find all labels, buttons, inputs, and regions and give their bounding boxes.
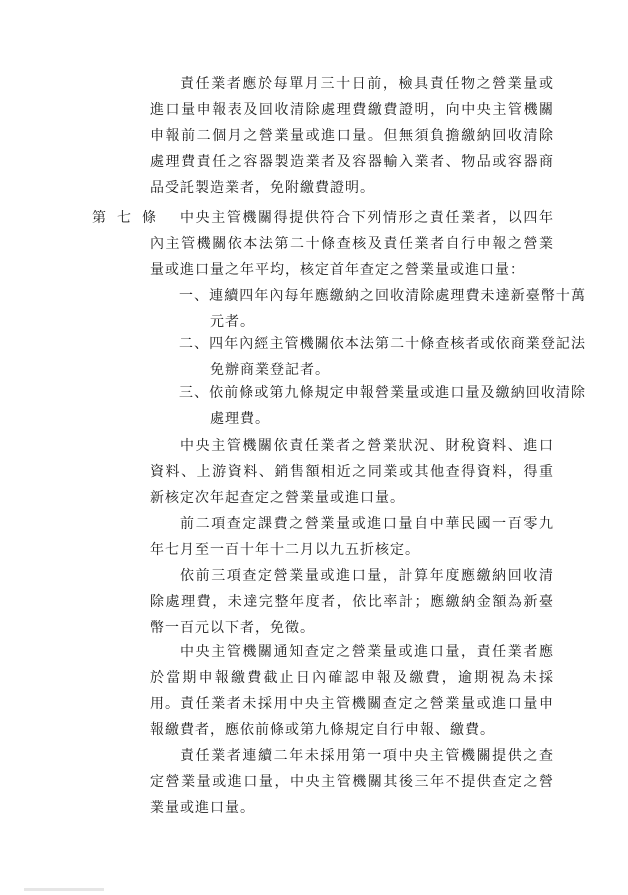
article-intro-paragraph: 中央主管機關得提供符合下列情形之責任業者，以四年內主管機關依本法第二十條查核及責任業者自行申報之營業量或進口量之年平均，核定首年查定之營業量或進口量： <box>150 210 554 278</box>
article-label: 第七條 <box>92 210 167 226</box>
body-paragraph: 依前三項查定營業量或進口量，計算年度應繳納回收清除處理費，未達完整年度者，依比率計；應繳納金額為新臺幣一百元以下者，免徵。 <box>150 568 554 636</box>
body-paragraph: 責任業者未採用中央主管機關查定之營業量或進口量申報繳費者，應依前條或第九條規定自行申報、繳費。 <box>150 696 554 738</box>
scan-edge-mark <box>24 888 104 891</box>
body-paragraph: 責任業者連續二年未採用第一項中央主管機關提供之查定營業量或進口量，中央主管機關其後三年不提供查定之營業量或進口量。 <box>150 748 554 816</box>
body-paragraph: 前二項查定課費之營業量或進口量自中華民國一百零九年七月至一百十年十二月以九五折核定。 <box>150 516 554 558</box>
body-paragraph: 中央主管機關依責任業者之營業狀況、財稅資料、進口資料、上游資料、銷售額相近之同業或其他查得資料，得重新核定次年起查定之營業量或進口量。 <box>150 438 554 506</box>
body-paragraph: 中央主管機關通知查定之營業量或進口量，責任業者應於當期申報繳費截止日內確認申報及繳費，逾期視為未採用。 <box>150 644 554 712</box>
list-item: 一、連續四年內每年應繳納之回收清除處理費未達新臺幣十萬元者。 <box>179 288 586 330</box>
continuation-paragraph: 責任業者應於每單月三十日前，檢具責任物之營業量或進口量申報表及回收清除處理費繳費證明，向中央主管機關申報前二個月之營業量或進口量。但無須負擔繳納回收清除處理費責任之容器製造業者及容器輸入業者、物品或容器商品受託製造業者，免附繳費證明。 <box>150 76 554 196</box>
list-item: 三、依前條或第九條規定申報營業量或進口量及繳納回收清除處理費。 <box>179 385 586 427</box>
list-item: 二、四年內經主管機關依本法第二十條查核者或依商業登記法免辦商業登記者。 <box>179 336 586 378</box>
